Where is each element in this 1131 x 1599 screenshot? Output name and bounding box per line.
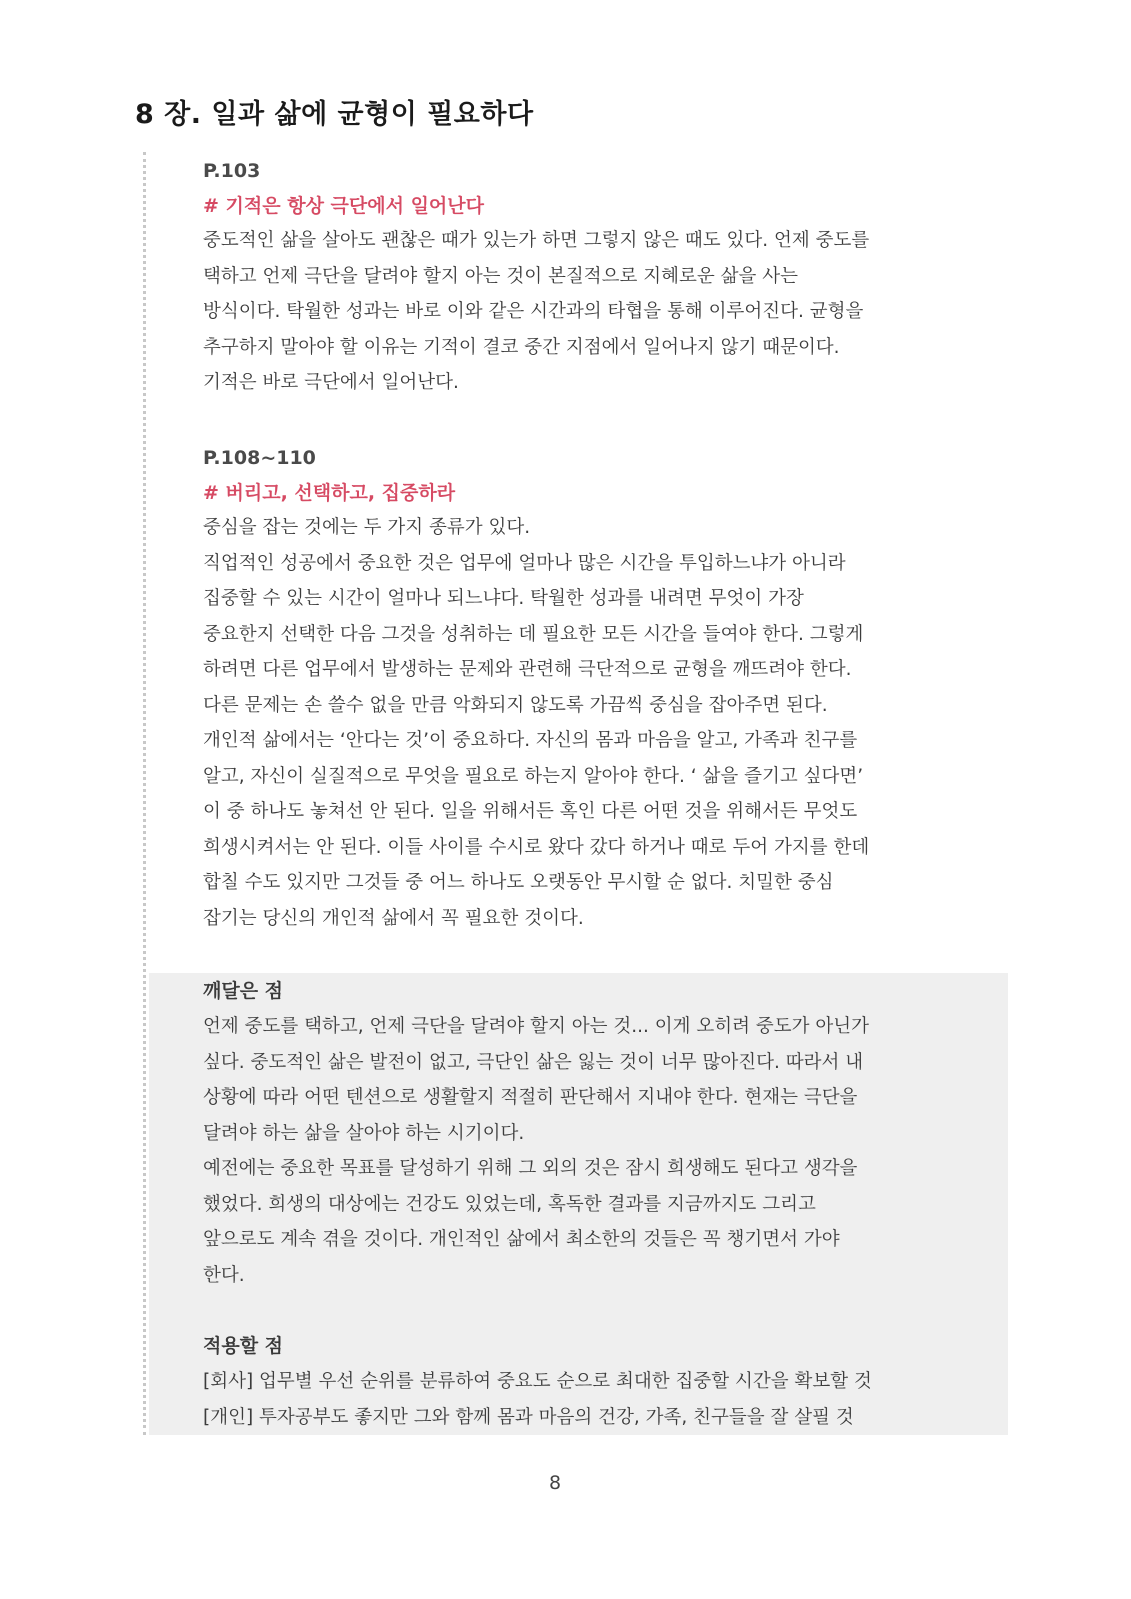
body-line: 중요한지 선택한 다음 그것을 성취하는 데 필요한 모든 시간을 들여야 한다. 그렇게 — [203, 623, 864, 645]
reflection-section — [203, 973, 988, 1293]
body-line: 알고, 자신이 실질적으로 무엇을 필요로 하는지 알아야 한다. ‘ 삶을 즐기고 싶다면’ — [203, 765, 864, 787]
reflection-line: 상황에 따라 어떤 텐션으로 생활할지 적절히 판단해서 지내야 한다. 현재는 극단을 — [203, 1087, 858, 1108]
reflection-box — [149, 973, 1008, 1435]
content-area — [143, 152, 1008, 1435]
reflection-line: 달려야 하는 삶을 살아야 하는 시기이다. — [203, 1122, 525, 1144]
body-line: 하려면 다른 업무에서 발생하는 문제와 관련해 극단적으로 균형을 깨뜨려야 한다. — [203, 659, 852, 680]
application-line: [개인] 투자공부도 좋지만 그와 함께 몸과 마음의 건강, 가족, 친구들을 잘 살필 것 — [203, 1406, 854, 1428]
body-line: 추구하지 말아야 할 이유는 기적이 결코 중간 지점에서 일어나지 않기 때문이다. — [203, 336, 840, 358]
reflection-line: 앞으로도 계속 겪을 것이다. 개인적인 삶에서 최소한의 것들은 꼭 챙기면서 가야 — [203, 1229, 840, 1250]
body-line: 택하고 언제 극단을 달려야 할지 아는 것이 본질적으로 지혜로운 삶을 사는 — [203, 265, 798, 287]
body-line: 다른 문제는 손 쓸수 없을 만큼 악화되지 않도록 가끔씩 중심을 잡아주면 된다. — [203, 694, 828, 716]
chapter-title: 8 장. 일과 삶에 균형이 필요하다 — [135, 99, 534, 130]
body-line: 개인적 삶에서는 ‘안다는 것’이 중요하다. 자신의 몸과 마음을 알고, 가족과 친구를 — [203, 730, 858, 751]
page-number: 8 — [548, 1472, 562, 1494]
body-line: 집중할 수 있는 시간이 얼마나 되느냐다. 탁월한 성과를 내려면 무엇이 가장 — [203, 588, 804, 609]
body-line: 기적은 바로 극단에서 일어난다. — [203, 372, 459, 393]
reflection-title: 깨달은 점 — [203, 980, 284, 1002]
reflection-line: 싶다. 중도적인 삶은 발전이 없고, 극단인 삶은 잃는 것이 너무 많아진다. 따라서 내 — [203, 1051, 864, 1073]
application-title: 적용할 점 — [203, 1335, 284, 1357]
application-section — [203, 1328, 988, 1435]
body-line: 희생시켜서는 안 된다. 이들 사이를 수시로 왔다 갔다 하거나 때로 두어 가지를 한데 — [203, 836, 870, 858]
body-line: 직업적인 성공에서 중요한 것은 업무에 얼마나 많은 시간을 투입하느냐가 아니라 — [203, 552, 846, 574]
application-line: [회사] 업무별 우선 순위를 분류하여 중요도 순으로 최대한 집중할 시간을 확보할 것 — [203, 1371, 872, 1392]
reflection-line: 언제 중도를 택하고, 언제 극단을 달려야 할지 아는 것... 이게 오히려 중도가 아닌가 — [203, 1016, 869, 1037]
reflection-line: 한다. — [203, 1264, 245, 1286]
body-line: 합칠 수도 있지만 그것들 중 어느 하나도 오랫동안 무시할 순 없다. 치밀한 중심 — [203, 872, 834, 893]
body-line: 중도적인 삶을 살아도 괜찮은 때가 있는가 하면 그렇지 않은 때도 있다. 언제 중도를 — [203, 230, 870, 251]
body-line: 방식이다. 탁월한 성과는 바로 이와 같은 시간과의 타협을 통해 이루어진다. 균형을 — [203, 301, 864, 322]
section-p108-110 — [203, 440, 988, 936]
reflection-line: 예전에는 중요한 목표를 달성하기 위해 그 외의 것은 잠시 희생해도 된다고 생각을 — [203, 1158, 858, 1179]
body-line: 중심을 잡는 것에는 두 가지 종류가 있다. — [203, 517, 531, 538]
body-line: 이 중 하나도 놓쳐선 안 된다. 일을 위해서든 혹인 다른 어떤 것을 위해서든 무엇도 — [203, 801, 858, 822]
section-heading: # 버리고, 선택하고, 집중하라 — [203, 482, 456, 504]
body-line: 잡기는 당신의 개인적 삶에서 꼭 필요한 것이다. — [203, 907, 584, 929]
reflection-line: 했었다. 희생의 대상에는 건강도 있었는데, 혹독한 결과를 지금까지도 그리고 — [203, 1193, 816, 1215]
section-p103 — [203, 153, 988, 401]
page-reference: P.103 — [203, 160, 261, 182]
page-reference: P.108~110 — [203, 447, 316, 469]
section-heading: # 기적은 항상 극단에서 일어난다 — [203, 195, 484, 217]
